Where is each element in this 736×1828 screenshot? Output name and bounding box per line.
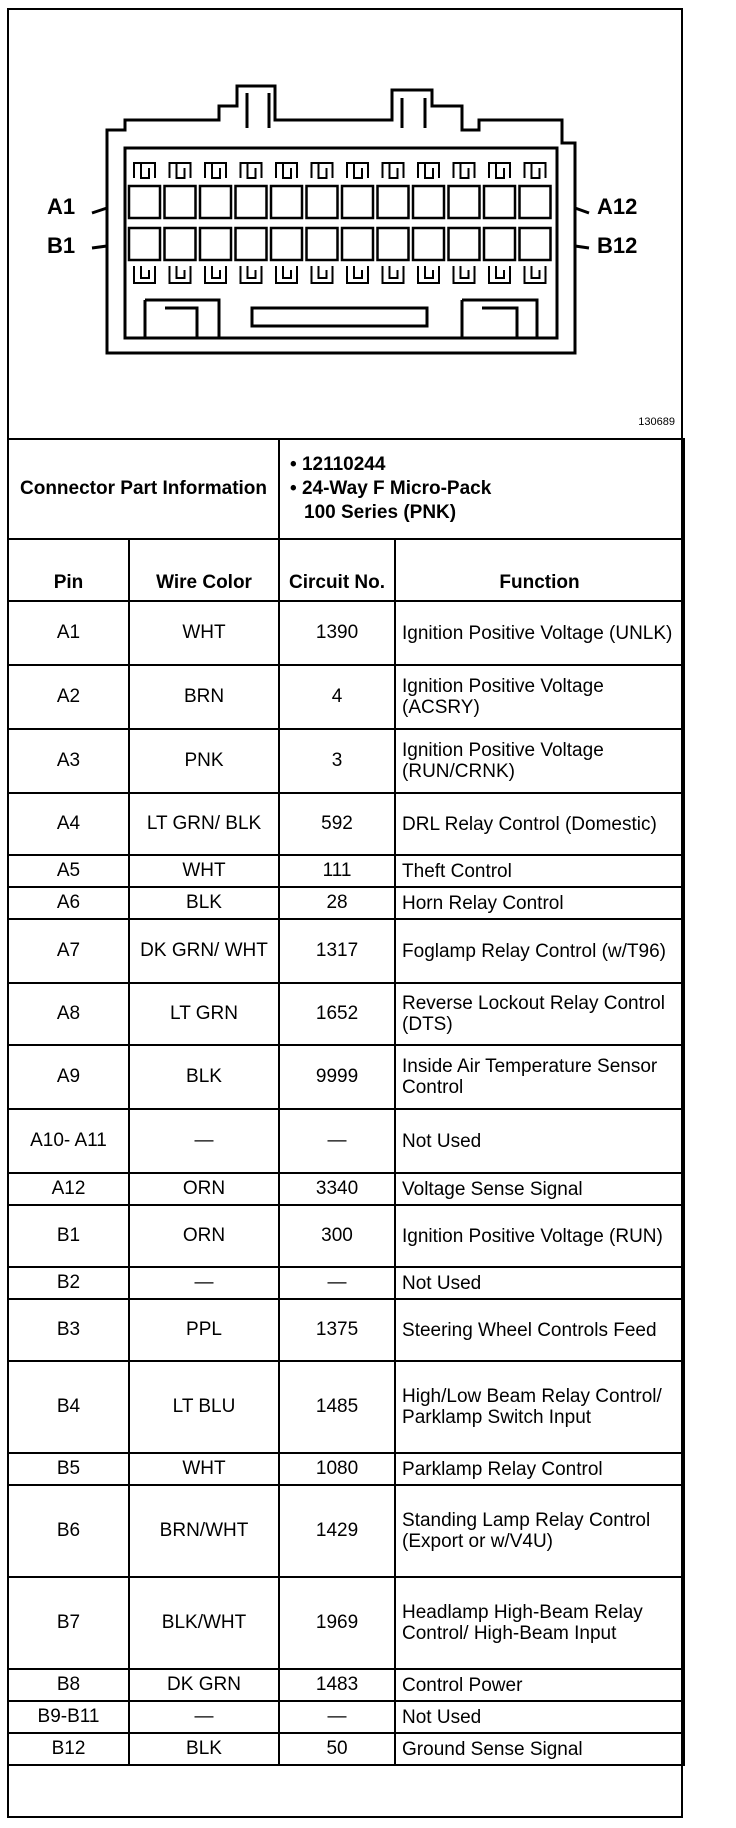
wire-color-cell: LT BLU: [129, 1361, 279, 1453]
pin-cell: A3: [8, 729, 129, 793]
circuit-cell: —: [279, 1109, 395, 1173]
function-cell: Not Used: [395, 1267, 684, 1299]
terminal-mark: [347, 163, 368, 178]
function-cell: Reverse Lockout Relay Control (DTS): [395, 983, 684, 1045]
pin-cell: B5: [8, 1453, 129, 1485]
table-row: [8, 1733, 684, 1765]
cavity-b: [413, 228, 444, 260]
terminal-mark: [205, 266, 226, 283]
table-row: [8, 1109, 684, 1173]
wire-color-cell: WHT: [129, 601, 279, 665]
wire-color-cell: PNK: [129, 729, 279, 793]
label-a1: A1: [47, 194, 76, 219]
circuit-cell: 1652: [279, 983, 395, 1045]
circuit-cell: —: [279, 1267, 395, 1299]
function-cell: Ignition Positive Voltage (ACSRY): [395, 665, 684, 729]
circuit-cell: 50: [279, 1733, 395, 1765]
wire-color-cell: BLK: [129, 887, 279, 919]
cavity-a: [165, 186, 196, 218]
pin-cell: B9-B11: [8, 1701, 129, 1733]
table-row: [8, 1577, 684, 1669]
pin-cell: B2: [8, 1267, 129, 1299]
function-cell: Parklamp Relay Control: [395, 1453, 684, 1485]
table-row: [8, 1205, 684, 1267]
function-cell: Voltage Sense Signal: [395, 1173, 684, 1205]
connector-info-row: [8, 439, 684, 539]
cavity-b: [236, 228, 267, 260]
wire-color-cell: DK GRN/ WHT: [129, 919, 279, 983]
wire-color-cell: ORN: [129, 1205, 279, 1267]
wire-color-cell: WHT: [129, 1453, 279, 1485]
connector-info-line: • 12110244: [290, 454, 386, 475]
terminal-mark: [454, 163, 475, 178]
terminal-mark: [383, 266, 404, 283]
label-b12: B12: [597, 233, 638, 258]
circuit-cell: 28: [279, 887, 395, 919]
table-row: [8, 1453, 684, 1485]
connector-diagram: [7, 8, 683, 440]
cavity-b: [449, 228, 480, 260]
cavity-a: [449, 186, 480, 218]
cavity-a: [271, 186, 302, 218]
terminal-mark: [241, 266, 262, 283]
connector-part-label: Connector Part Information: [8, 439, 279, 539]
wire-color-cell: BLK: [129, 1045, 279, 1109]
terminal-mark: [170, 266, 191, 283]
terminal-mark: [205, 163, 226, 178]
wire-color-cell: WHT: [129, 855, 279, 887]
table-row: [8, 919, 684, 983]
label-b1: B1: [47, 233, 76, 258]
circuit-cell: 111: [279, 855, 395, 887]
wire-color-cell: —: [129, 1109, 279, 1173]
circuit-cell: 1429: [279, 1485, 395, 1577]
pin-cell: A8: [8, 983, 129, 1045]
pin-cell: A1: [8, 601, 129, 665]
circuit-cell: 9999: [279, 1045, 395, 1109]
pin-cell: A12: [8, 1173, 129, 1205]
figure-number: 130689: [638, 416, 675, 428]
terminal-mark: [276, 266, 297, 283]
function-cell: Standing Lamp Relay Control (Export or w/V4U): [395, 1485, 684, 1577]
pin-cell: B3: [8, 1299, 129, 1361]
pin-cell: A10- A11: [8, 1109, 129, 1173]
table-row: [8, 665, 684, 729]
table-row: [8, 1669, 684, 1701]
circuit-cell: 592: [279, 793, 395, 855]
circuit-cell: —: [279, 1701, 395, 1733]
cavity-b: [378, 228, 409, 260]
cavity-b: [520, 228, 551, 260]
table-row: [8, 1485, 684, 1577]
cavity-a: [378, 186, 409, 218]
function-cell: Ignition Positive Voltage (UNLK): [395, 601, 684, 665]
terminal-mark: [134, 163, 155, 178]
connector-part-info: [279, 439, 684, 539]
terminal-mark: [312, 163, 333, 178]
table-header-row: [8, 539, 684, 601]
cavity-a: [129, 186, 160, 218]
cavity-a: [200, 186, 231, 218]
bottom-terminal-marks: [134, 266, 546, 283]
wire-color-cell: LT GRN/ BLK: [129, 793, 279, 855]
function-cell: Ignition Positive Voltage (RUN): [395, 1205, 684, 1267]
pin-cell: A9: [8, 1045, 129, 1109]
wire-color-cell: —: [129, 1701, 279, 1733]
table-row: [8, 1361, 684, 1453]
function-cell: Horn Relay Control: [395, 887, 684, 919]
circuit-cell: 1485: [279, 1361, 395, 1453]
cavity-b: [271, 228, 302, 260]
terminal-mark: [525, 163, 546, 178]
circuit-cell: 1375: [279, 1299, 395, 1361]
table-row: [8, 983, 684, 1045]
table-row: [8, 793, 684, 855]
wire-color-cell: BRN: [129, 665, 279, 729]
cavity-b: [165, 228, 196, 260]
terminal-mark: [134, 266, 155, 283]
terminal-mark: [454, 266, 475, 283]
table-row: [8, 1267, 684, 1299]
circuit-cell: 1080: [279, 1453, 395, 1485]
header-circuit: Circuit No.: [279, 539, 395, 601]
function-cell: DRL Relay Control (Domestic): [395, 793, 684, 855]
terminal-mark: [418, 163, 439, 178]
terminal-mark: [489, 266, 510, 283]
function-cell: Steering Wheel Controls Feed: [395, 1299, 684, 1361]
connector-drawing: [7, 8, 683, 438]
pin-cell: A4: [8, 793, 129, 855]
pin-cell: A5: [8, 855, 129, 887]
pin-cell: B1: [8, 1205, 129, 1267]
terminal-mark: [312, 266, 333, 283]
row-a-cavities: [129, 186, 551, 218]
terminal-mark: [241, 163, 262, 178]
table-row: [8, 887, 684, 919]
terminal-mark: [418, 266, 439, 283]
circuit-cell: 1317: [279, 919, 395, 983]
pin-cell: A7: [8, 919, 129, 983]
table-row: [8, 1299, 684, 1361]
wire-color-cell: ORN: [129, 1173, 279, 1205]
function-cell: Ignition Positive Voltage (RUN/CRNK): [395, 729, 684, 793]
header-pin: Pin: [8, 539, 129, 601]
circuit-cell: 3: [279, 729, 395, 793]
table-row: [8, 729, 684, 793]
connector-info-line: 100 Series (PNK): [304, 502, 457, 523]
cavity-b: [342, 228, 373, 260]
row-b-cavities: [129, 228, 551, 260]
wire-color-cell: BRN/WHT: [129, 1485, 279, 1577]
table-row: [8, 855, 684, 887]
table-row: [8, 1173, 684, 1205]
function-cell: Ground Sense Signal: [395, 1733, 684, 1765]
terminal-mark: [525, 266, 546, 283]
cavity-a: [307, 186, 338, 218]
connector-sheet: [7, 8, 685, 1820]
table-row: [8, 601, 684, 665]
pin-cell: B12: [8, 1733, 129, 1765]
terminal-mark: [383, 163, 404, 178]
function-cell: Theft Control: [395, 855, 684, 887]
wire-color-cell: DK GRN: [129, 1669, 279, 1701]
circuit-cell: 300: [279, 1205, 395, 1267]
cavity-a: [520, 186, 551, 218]
function-cell: Not Used: [395, 1701, 684, 1733]
circuit-cell: 1390: [279, 601, 395, 665]
cavity-b: [484, 228, 515, 260]
cavity-a: [413, 186, 444, 218]
wire-color-cell: BLK/WHT: [129, 1577, 279, 1669]
cavity-a: [236, 186, 267, 218]
cavity-a: [342, 186, 373, 218]
pin-cell: B4: [8, 1361, 129, 1453]
function-cell: Headlamp High-Beam Relay Control/ High-Beam Input: [395, 1577, 684, 1669]
wire-color-cell: LT GRN: [129, 983, 279, 1045]
wire-color-cell: —: [129, 1267, 279, 1299]
pin-cell: B8: [8, 1669, 129, 1701]
cavity-b: [129, 228, 160, 260]
wire-color-cell: BLK: [129, 1733, 279, 1765]
header-wire-color: Wire Color: [129, 539, 279, 601]
header-function: Function: [395, 539, 684, 601]
function-cell: Control Power: [395, 1669, 684, 1701]
circuit-cell: 4: [279, 665, 395, 729]
function-cell: Foglamp Relay Control (w/T96): [395, 919, 684, 983]
top-terminal-marks: [134, 163, 546, 178]
circuit-cell: 1969: [279, 1577, 395, 1669]
label-a12: A12: [597, 194, 638, 219]
table-row: [8, 1701, 684, 1733]
function-cell: High/Low Beam Relay Control/ Parklamp Switch Input: [395, 1361, 684, 1453]
connector-info-line: • 24-Way F Micro-Pack: [290, 478, 492, 499]
cavity-b: [307, 228, 338, 260]
cavity-a: [484, 186, 515, 218]
pin-cell: B6: [8, 1485, 129, 1577]
terminal-mark: [347, 266, 368, 283]
terminal-mark: [276, 163, 297, 178]
pin-cell: A2: [8, 665, 129, 729]
cavity-b: [200, 228, 231, 260]
pin-cell: B7: [8, 1577, 129, 1669]
table-row: [8, 1045, 684, 1109]
function-cell: Inside Air Temperature Sensor Control: [395, 1045, 684, 1109]
function-cell: Not Used: [395, 1109, 684, 1173]
terminal-mark: [489, 163, 510, 178]
terminal-mark: [170, 163, 191, 178]
circuit-cell: 1483: [279, 1669, 395, 1701]
pin-cell: A6: [8, 887, 129, 919]
pinout-table: [7, 438, 685, 1766]
circuit-cell: 3340: [279, 1173, 395, 1205]
wire-color-cell: PPL: [129, 1299, 279, 1361]
